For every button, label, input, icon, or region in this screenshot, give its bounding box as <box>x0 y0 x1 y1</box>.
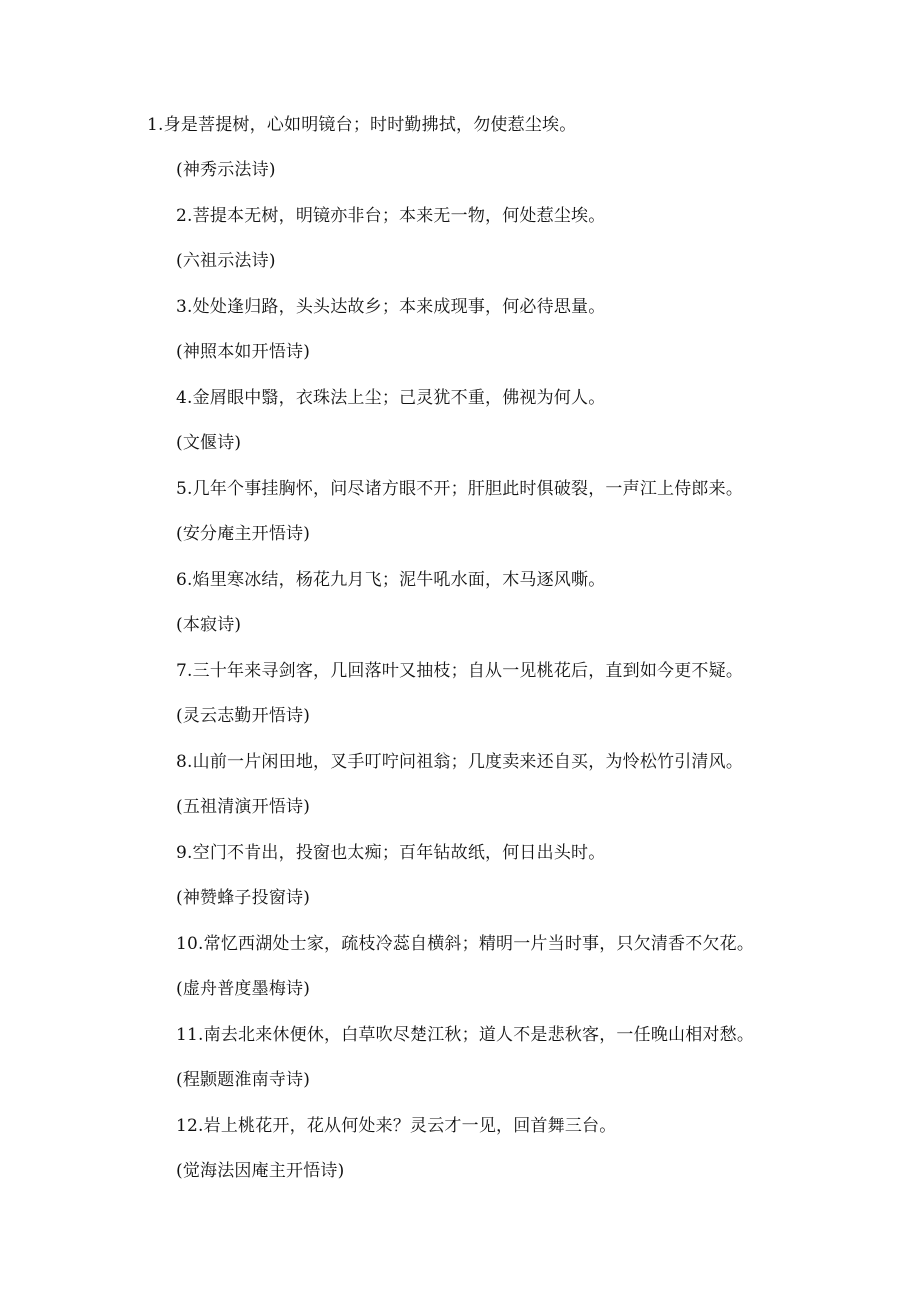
poem-line-3: 3.处处逢归路，头头达故乡；本来成现事，何必待思量。 <box>176 297 606 317</box>
poem-line-5: 5.几年个事挂胸怀，问尽诸方眼不开；肝胆此时俱破裂，一声江上侍郎来。 <box>176 479 744 499</box>
poem-source-1: (神秀示法诗) <box>176 160 276 180</box>
poem-source-12: (觉海法因庵主开悟诗) <box>176 1161 345 1181</box>
poem-source-9: (神赞蜂子投窗诗) <box>176 888 311 908</box>
poem-line-7: 7.三十年来寻剑客，几回落叶又抽枝；自从一见桃花后，直到如今更不疑。 <box>176 661 744 681</box>
poem-line-4: 4.金屑眼中翳，衣珠法上尘；己灵犹不重，佛视为何人。 <box>176 388 606 408</box>
poem-line-2: 2.菩提本无树，明镜亦非台；本来无一物，何处惹尘埃。 <box>176 206 606 226</box>
poem-line-12: 12.岩上桃花开，花从何处来？灵云才一见，回首舞三台。 <box>176 1116 617 1136</box>
poem-line-11: 11.南去北来休便休，白草吹尽楚江秋；道人不是悲秋客，一任晚山相对愁。 <box>176 1025 755 1045</box>
poem-line-6: 6.焰里寒冰结，杨花九月飞；泥牛吼水面，木马逐风嘶。 <box>176 570 606 590</box>
poem-line-10: 10.常忆西湖处士家，疏枝冷蕊自横斜；精明一片当时事，只欠清香不欠花。 <box>176 934 755 954</box>
poem-source-6: (本寂诗) <box>176 615 242 635</box>
poem-line-8: 8.山前一片闲田地，叉手叮咛问祖翁；几度卖来还自买，为怜松竹引清风。 <box>176 752 744 772</box>
poem-source-2: (六祖示法诗) <box>176 251 276 271</box>
poem-source-7: (灵云志勤开悟诗) <box>176 706 311 726</box>
poem-line-9: 9.空门不肯出，投窗也太痴；百年钻故纸，何日出头时。 <box>176 843 606 863</box>
poem-source-5: (安分庵主开悟诗) <box>176 524 311 544</box>
poem-source-11: (程颢题淮南寺诗) <box>176 1070 311 1090</box>
poem-source-3: (神照本如开悟诗) <box>176 342 311 362</box>
poem-source-8: (五祖清演开悟诗) <box>176 797 311 817</box>
poem-line-1: 1.身是菩提树，心如明镜台；时时勤拂拭，勿使惹尘埃。 <box>147 115 577 135</box>
poem-source-10: (虚舟普度墨梅诗) <box>176 979 311 999</box>
poem-source-4: (文偃诗) <box>176 433 242 453</box>
